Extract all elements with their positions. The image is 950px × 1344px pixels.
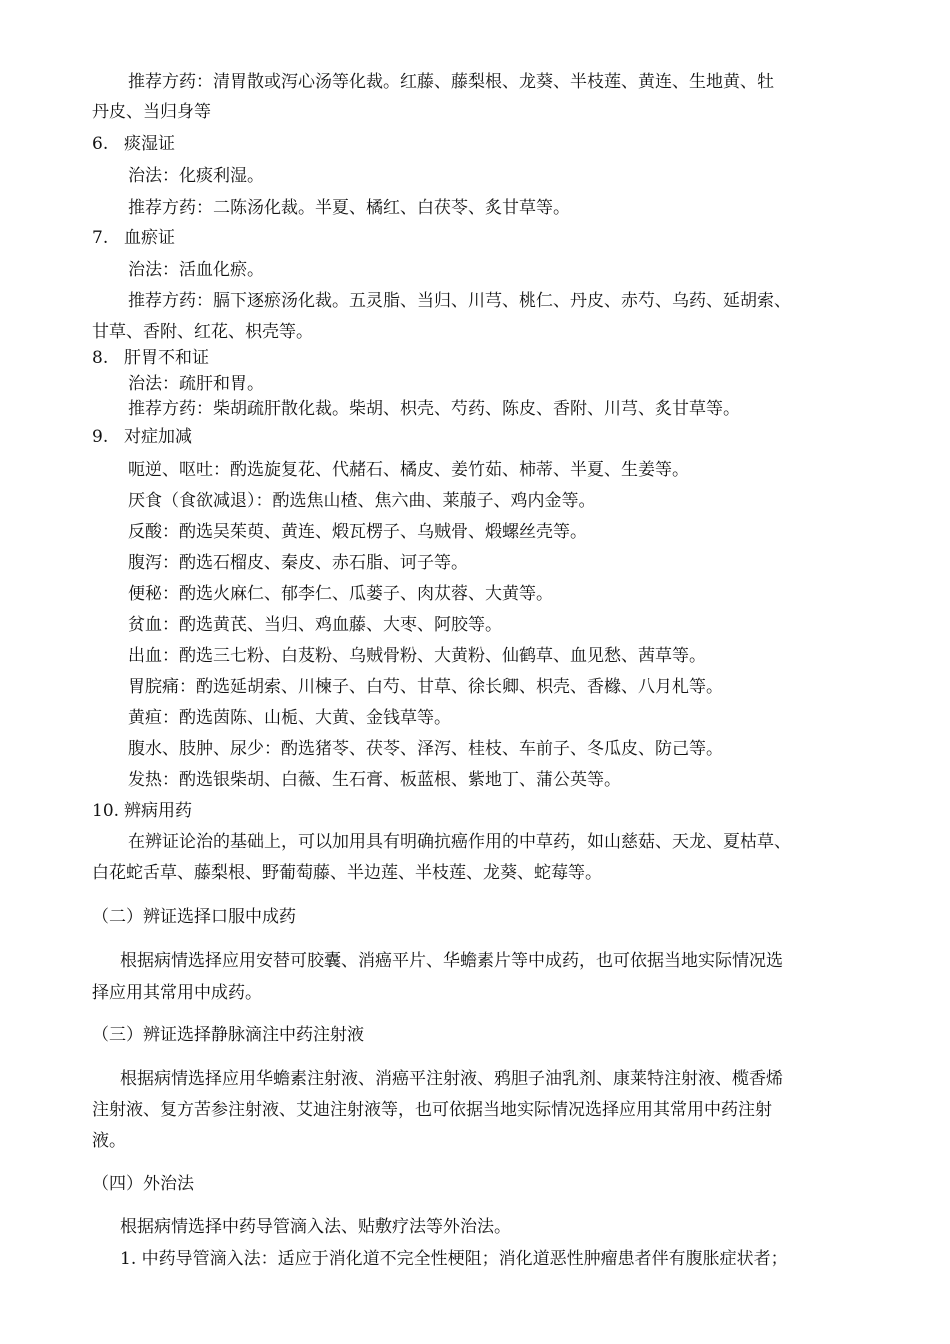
subheading-oral-patent-medicine: （二）辨证选择口服中成药: [92, 907, 296, 927]
injection-paragraph-line1: 根据病情选择应用华蟾素注射液、消癌平注射液、鸦胆子油乳剂、康莱特注射液、榄香烯: [120, 1069, 783, 1089]
section8-method: 治法：疏肝和胃。: [128, 374, 264, 394]
section10-title: 辨病用药: [124, 801, 192, 821]
symptom-item: 呃逆、呕吐：酌选旋复花、代赭石、橘皮、姜竹茹、柿蒂、半夏、生姜等。: [128, 460, 689, 480]
symptom-item: 腹泻：酌选石榴皮、秦皮、赤石脂、诃子等。: [128, 553, 468, 573]
section7-title: 血瘀证: [124, 228, 175, 248]
section10-paragraph-line1: 在辨证论治的基础上，可以加用具有明确抗癌作用的中草药，如山慈菇、天龙、夏枯草、: [128, 832, 791, 852]
section6-number: 6.: [92, 134, 109, 154]
symptom-item: 贫血：酌选黄芪、当归、鸡血藤、大枣、阿胶等。: [128, 615, 502, 635]
section7-number: 7.: [92, 228, 109, 248]
section6-heading: [92, 133, 175, 155]
section5-recipe-line1: 推荐方药：清胃散或泻心汤等化裁。红藤、藤梨根、龙葵、半枝莲、黄连、生地黄、牡: [128, 72, 774, 92]
symptom-item: 腹水、肢肿、尿少：酌选猪苓、茯苓、泽泻、桂枝、车前子、冬瓜皮、防己等。: [128, 739, 723, 759]
section10-heading: [92, 800, 192, 822]
section8-recipe: 推荐方药：柴胡疏肝散化裁。柴胡、枳壳、芍药、陈皮、香附、川芎、炙甘草等。: [128, 399, 740, 419]
section7-method: 治法：活血化瘀。: [128, 260, 264, 280]
section9-heading: [92, 426, 192, 448]
injection-paragraph-line2: 注射液、复方苦参注射液、艾迪注射液等，也可依据当地实际情况选择应用其常用中药注射: [92, 1100, 772, 1120]
section9-number: 9.: [92, 427, 109, 447]
section9-title: 对症加减: [124, 427, 192, 447]
symptom-item: 黄疸：酌选茵陈、山栀、大黄、金钱草等。: [128, 708, 451, 728]
section10-number: 10.: [92, 801, 120, 821]
section7-heading: [92, 227, 175, 249]
section7-recipe-line1: 推荐方药：膈下逐瘀汤化裁。五灵脂、当归、川芎、桃仁、丹皮、赤芍、乌药、延胡索、: [128, 291, 791, 311]
section8-number: 8.: [92, 348, 109, 368]
symptom-item: 便秘：酌选火麻仁、郁李仁、瓜蒌子、肉苁蓉、大黄等。: [128, 584, 553, 604]
injection-paragraph-line3: 液。: [92, 1131, 126, 1151]
section6-recipe: 推荐方药：二陈汤化裁。半夏、橘红、白茯苓、炙甘草等。: [128, 198, 570, 218]
oral-paragraph-line2: 择应用其常用中成药。: [92, 983, 262, 1003]
section6-method: 治法：化痰利湿。: [128, 166, 264, 186]
symptom-item: 厌食（食欲减退）：酌选焦山楂、焦六曲、莱菔子、鸡内金等。: [128, 491, 596, 511]
section7-recipe-line2: 甘草、香附、红花、枳壳等。: [92, 322, 313, 342]
section6-title: 痰湿证: [124, 134, 175, 154]
subheading-injection: （三）辨证选择静脉滴注中药注射液: [92, 1025, 364, 1045]
subheading-external-treatment: （四）外治法: [92, 1174, 194, 1194]
symptom-item: 出血：酌选三七粉、白芨粉、乌贼骨粉、大黄粉、仙鹤草、血见愁、茜草等。: [128, 646, 706, 666]
symptom-item: 胃脘痛：酌选延胡索、川楝子、白芍、甘草、徐长卿、枳壳、香橼、八月札等。: [128, 677, 723, 697]
oral-paragraph-line1: 根据病情选择应用安替可胶囊、消癌平片、华蟾素片等中成药，也可依据当地实际情况选: [120, 951, 783, 971]
section10-paragraph-line2: 白花蛇舌草、藤梨根、野葡萄藤、半边莲、半枝莲、龙葵、蛇莓等。: [92, 863, 602, 883]
symptom-item: 发热：酌选银柴胡、白薇、生石膏、板蓝根、紫地丁、蒲公英等。: [128, 770, 621, 790]
symptom-item: 反酸：酌选吴茱萸、黄连、煅瓦楞子、乌贼骨、煅螺丝壳等。: [128, 522, 587, 542]
section8-title: 肝胃不和证: [124, 348, 209, 368]
external-item-1: 1. 中药导管滴入法：适应于消化道不完全性梗阻；消化道恶性肿瘤患者伴有腹胀症状者；: [120, 1249, 788, 1269]
section5-recipe-line2: 丹皮、当归身等: [92, 102, 211, 122]
section8-heading: [92, 347, 209, 369]
external-paragraph: 根据病情选择中药导管滴入法、贴敷疗法等外治法。: [120, 1217, 511, 1237]
